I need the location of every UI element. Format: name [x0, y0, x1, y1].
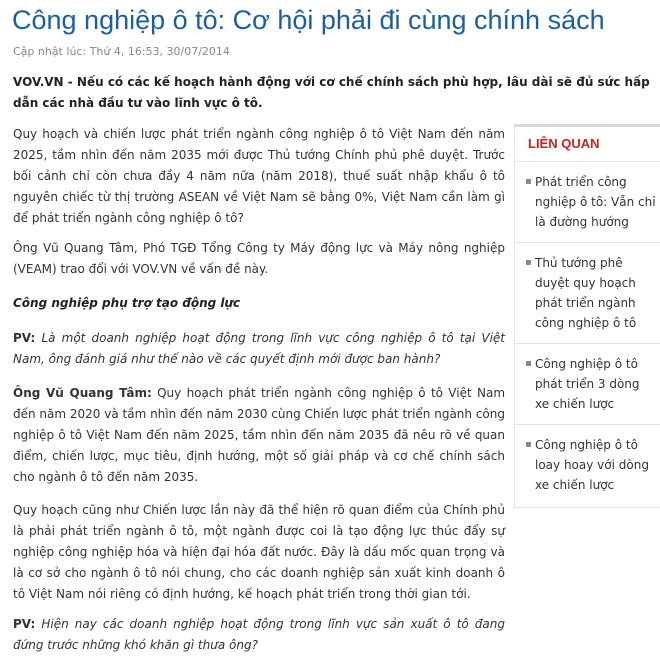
question-text: Là một doanh nghiệp hoạt động trong lĩnh vực công nghiệp ô tô tại Việt Nam, ông đánh giá như thế nào về các quyết định mới được ban hành? — [13, 331, 505, 366]
related-item-label[interactable]: Phát triển công nghiệp ô tô: Vẫn chỉ là đường hướng — [535, 175, 656, 229]
answer-1 — [13, 383, 505, 488]
question-label: PV: — [13, 331, 36, 345]
related-item[interactable] — [515, 425, 660, 505]
related-item[interactable] — [515, 162, 660, 243]
bullet-icon: ▪ — [525, 358, 532, 369]
related-item[interactable] — [515, 243, 660, 344]
question-text: Hiện nay các doanh nghiệp hoạt động trong lĩnh vực sản xuất ô tô đang đứng trước những khó khăn gì thưa ông? — [13, 617, 505, 652]
update-timestamp: Cập nhật lúc: Thứ 4, 16:53, 30/07/2014 — [13, 45, 230, 58]
question-1 — [13, 328, 505, 370]
bullet-icon: ▪ — [525, 257, 532, 268]
article-lead: VOV.VN - Nếu có các kế hoạch hành động với cơ chế chính sách phù hợp, lâu dài sẽ đủ sức hấp dẫn các nhà đầu tư vào lĩnh vực ô tô. — [13, 75, 650, 110]
question-label: PV: — [13, 617, 36, 631]
article-title: Công nghiệp ô tô: Cơ hội phải đi cùng chính sách — [12, 5, 605, 35]
related-item-label[interactable]: Công nghiệp ô tô phát triển 3 dòng xe chiến lược — [535, 357, 640, 411]
related-sidebar — [514, 124, 660, 508]
answer-text: Quy hoạch phát triển ngành công nghiệp ô tô Việt Nam đến năm 2020 và tầm nhìn đến năm 2030 cùng Chiến lược phát triển ngành công nghiệp ô tô Việt Nam đến năm 2025, tầm nhìn đến năm 2035 đã nêu rõ về quan điểm, chiến lược, mục tiêu, định hướng, một số giải pháp và cơ chế chính sách cho ngành ô tô đến năm 2035. — [13, 386, 506, 484]
paragraph-guest: Ông Vũ Quang Tâm, Phó TGĐ Tổng Công ty Máy động lực và Máy nông nghiệp (VEAM) trao đổi với VOV.VN về vấn đề này. — [13, 241, 505, 276]
bullet-icon: ▪ — [525, 439, 532, 450]
related-heading: LIÊN QUAN — [515, 127, 660, 162]
answer-label: Ông Vũ Quang Tâm: — [13, 386, 152, 400]
related-item-label[interactable]: Công nghiệp ô tô loay hoay với dòng xe chiến lược — [535, 438, 649, 492]
bullet-icon: ▪ — [525, 176, 532, 187]
related-item[interactable] — [515, 344, 660, 425]
paragraph-strategy: Quy hoạch cũng như Chiến lược lần này đã thể hiện rõ quan điểm của Chính phủ là phải phát triển ngành ô tô, một ngành được coi là tạo động lực thúc đẩy sự nghiệp công nghiệp hóa và hiện đại hóa đất nước. Đây là dấu mốc quan trọng và là cơ sở cho ngành ô tô nói chung, cho các doanh nghiệp sản xuất kinh doanh ô tô Việt Nam nói riêng có định hướng, kế hoạch phát triển trong thời gian tới. — [13, 503, 505, 601]
question-2 — [13, 614, 505, 656]
section-subheading: Công nghiệp phụ trợ tạo động lực — [13, 296, 241, 310]
paragraph-intro: Quy hoạch và chiến lược phát triển ngành công nghiệp ô tô Việt Nam đến năm 2025, tầm nhìn đến năm 2035 mới được Thủ tướng Chính phủ phê duyệt. Trước bối cảnh chỉ còn chưa đầy 4 năm nữa (năm 2018), thuế suất nhập khẩu ô tô nguyên chiếc từ thị trường ASEAN về Việt Nam sẽ bằng 0%, Việt Nam cần làm gì để phát triển ngành công nghiệp ô tô? — [13, 127, 505, 225]
related-item-label[interactable]: Thủ tướng phê duyệt quy hoạch phát triển ngành công nghiệp ô tô — [535, 256, 637, 330]
